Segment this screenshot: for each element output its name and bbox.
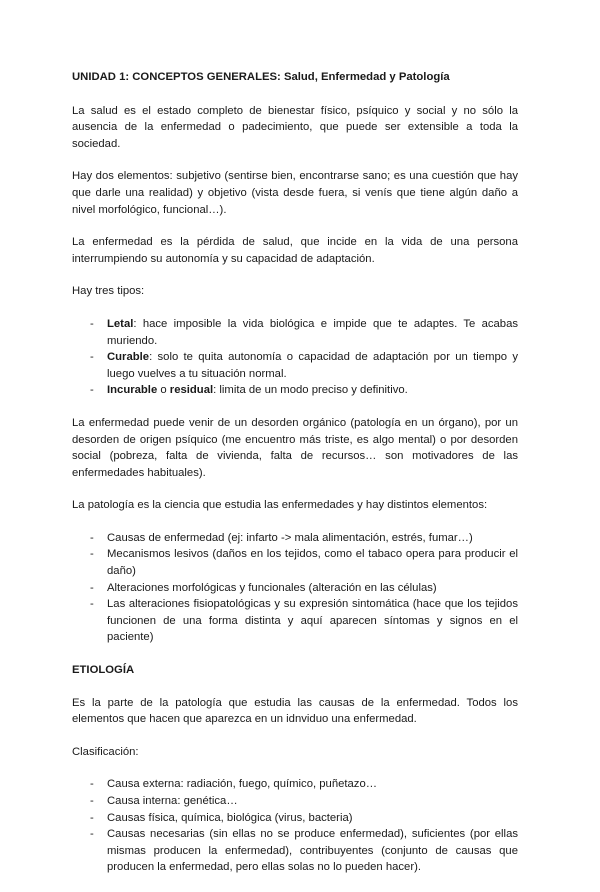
list-dash: - [90, 828, 94, 841]
list-item [72, 546, 518, 579]
paragraph-classification-intro: Clasificación: [72, 745, 139, 758]
list-dash: - [90, 811, 94, 824]
term-curable: Curable [107, 351, 150, 364]
list-dash: - [90, 351, 94, 364]
list-dash: - [90, 581, 94, 594]
unit-title: UNIDAD 1: CONCEPTOS GENERALES: Salud, Enfermedad y Patología [72, 71, 450, 83]
disease-types-list [72, 316, 518, 399]
list-item [72, 793, 518, 810]
term-residual: residual [169, 384, 214, 397]
pathology-elements-list [72, 530, 518, 646]
paragraph-pathology-intro: La patología es la ciencia que estudia las enfermedades y hay distintos elementos: [72, 499, 488, 512]
list-item-curable [72, 349, 518, 382]
classification-list [72, 776, 518, 876]
document-body [72, 69, 518, 892]
list-item-text: Causas de enfermedad (ej: infarto -> mala alimentación, estrés, fumar…) [107, 531, 473, 544]
text-letal: : hace imposible la vida biológica e impide que te adaptes. Te acabas muriendo. [107, 317, 518, 347]
list-item [72, 826, 518, 876]
list-item [72, 530, 518, 547]
term-incurable: Incurable [107, 384, 158, 397]
list-item-text: Las alteraciones fisiopatológicas y su expresión sintomática (hace que los tejidos funcionen de una forma distinta y aquí aparecen síntomas y signos en el paciente) [107, 598, 518, 644]
list-dash: - [90, 531, 94, 544]
list-dash: - [90, 317, 94, 330]
list-item-text: Causas física, química, biológica (virus, bacteria) [107, 811, 353, 824]
paragraph-disease-definition: La enfermedad es la pérdida de salud, que incide en la vida de una persona interrumpiendo su autonomía y su capacidad de adaptación. [72, 236, 518, 265]
list-dash: - [90, 548, 94, 561]
term-letal: Letal [107, 317, 134, 330]
paragraph-health-elements: Hay dos elementos: subjetivo (sentirse bien, encontrarse sano; es una cuestión que hay que darle una realidad) y objetivo (vista desde fuera, si venís que tiene algún daño a nivel morfológico, funcional…). [72, 170, 518, 216]
text-curable: : solo te quita autonomía o capacidad de adaptación por un tiempo y luego vuelves a tu situación normal. [107, 351, 518, 380]
connector-o: o [157, 384, 170, 397]
list-item-letal [72, 316, 518, 349]
list-item [72, 596, 518, 646]
list-dash: - [90, 598, 94, 611]
text-incurable: : limita de un modo preciso y definitivo. [213, 384, 408, 397]
list-item-text: Causa interna: genética… [107, 795, 238, 807]
paragraph-etiology-definition: Es la parte de la patología que estudia las causas de la enfermedad. Todos los elementos que hacen que aparezca en un idnviduo una enfermedad. [72, 696, 518, 726]
list-item-text: Mecanismos lesivos (daños en los tejidos, como el tabaco opera para producir el daño) [107, 548, 518, 578]
list-item [72, 776, 518, 793]
paragraph-types-intro: Hay tres tipos: [72, 285, 145, 298]
list-dash: - [90, 778, 94, 791]
section-heading-etiologia: ETIOLOGÍA [72, 664, 135, 677]
list-item-text: Causa externa: radiación, fuego, químico, puñetazo… [107, 778, 378, 791]
list-dash: - [90, 384, 94, 397]
list-item [72, 580, 518, 597]
list-item-text: Alteraciones morfológicas y funcionales (alteración en las células) [107, 581, 437, 594]
paragraph-disease-origin: La enfermedad puede venir de un desorden orgánico (patología en un órgano), por un desorden de origen psíquico (me encuentro más triste, es algo mental) o por desorden social (pobreza, falta de vivienda, falta de recursos… son motivadores de las enfermedades habituales). [72, 416, 518, 479]
paragraph-health-definition: La salud es el estado completo de bienestar físico, psíquico y social y no sólo la ausencia de la enfermedad o padecimiento, que puede ser extensible a toda la sociedad. [72, 104, 518, 150]
list-item [72, 810, 518, 827]
list-item-text: Causas necesarias (sin ellas no se produce enfermedad), suficientes (por ellas mismas producen la enfermedad), contribuyentes (conjunto de causas que producen la enfermedad, pero ellas solas no lo pueden hacer). [107, 828, 518, 874]
list-item-incurable [72, 382, 518, 399]
list-dash: - [90, 795, 94, 807]
